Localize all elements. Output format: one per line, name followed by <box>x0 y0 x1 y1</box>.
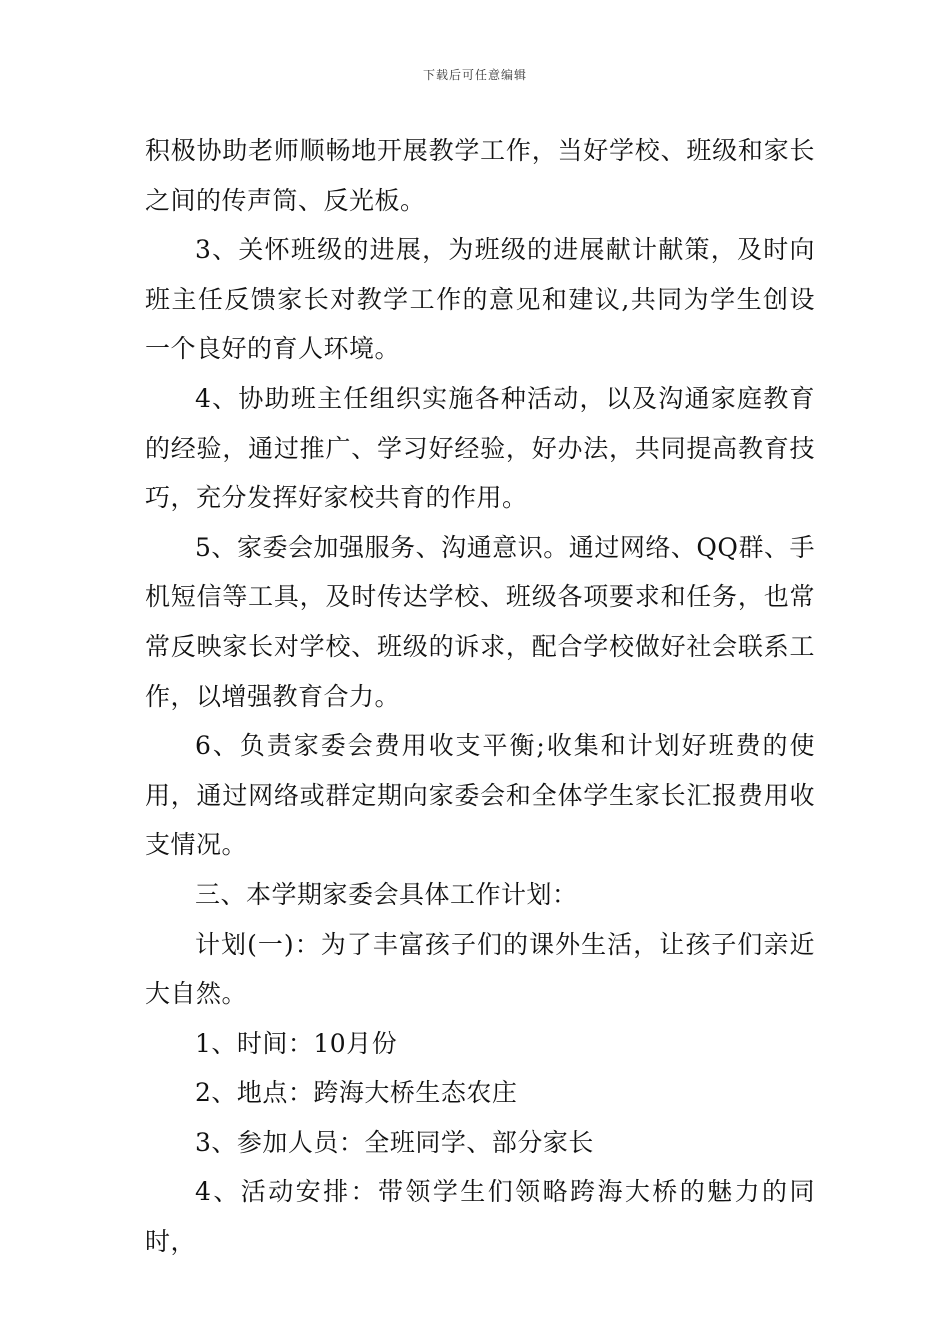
plan-location: 2、地点：跨海大桥生态农庄 <box>195 1078 518 1108</box>
paragraph-continuation: 积极协助老师顺畅地开展教学工作，当好学校、班级和家长之间的传声筒、反光板。 <box>145 136 815 215</box>
paragraph-item-4: 4、协助班主任组织实施各种活动，以及沟通家庭教育的经验，通过推广、学习好经验，好办法，共同提高教育技巧，充分发挥好家校共育的作用。 <box>145 383 815 513</box>
plan-activity-arrangement: 4、活动安排：带领学生们领略跨海大桥的魅力的同时， <box>145 1177 815 1257</box>
paragraph-item-3: 3、关怀班级的进展，为班级的进展献计献策，及时向班主任反馈家长对教学工作的意见和建议,共同为学生创设一个良好的育人环境。 <box>145 235 815 364</box>
plan-one-intro: 计划(一)：为了丰富孩子们的课外生活，让孩子们亲近大自然。 <box>145 929 815 1009</box>
page-header-note: 下载后可任意编辑 <box>422 68 527 82</box>
paragraph-item-6: 6、负责家委会费用收支平衡;收集和计划好班费的使用，通过网络或群定期向家委会和全体学生家长汇报费用收支情况。 <box>145 731 815 860</box>
section-heading-work-plan: 三、本学期家委会具体工作计划： <box>195 879 578 909</box>
paragraph-item-5: 5、家委会加强服务、沟通意识。通过网络、QQ群、手机短信等工具，及时传达学校、班级各项要求和任务，也常常反映家长对学校、班级的诉求，配合学校做好社会联系工作，以增强教育合力。 <box>145 532 815 711</box>
document-body <box>145 126 815 1267</box>
plan-participants: 3、参加人员：全班同学、部分家长 <box>195 1127 594 1157</box>
plan-time: 1、时间：10月份 <box>195 1028 398 1058</box>
